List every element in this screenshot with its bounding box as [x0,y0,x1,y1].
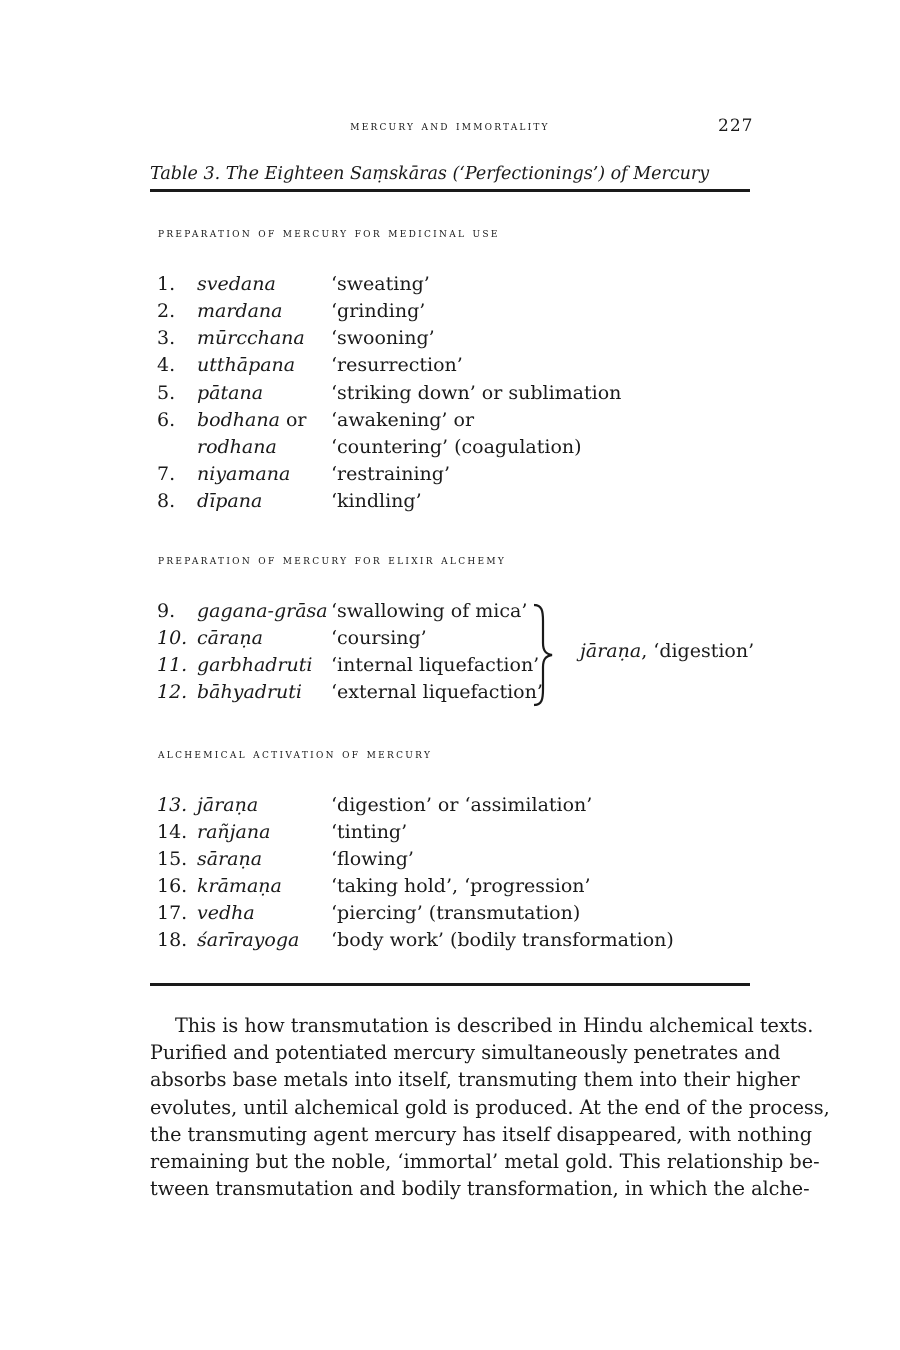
row-gloss: ‘countering’ (coagulation) [331,436,582,458]
row-number: 11. [157,654,188,676]
section-heading-medicinal: preparation of mercury for medicinal use [158,225,500,240]
table-row [150,848,750,875]
paragraph-line: the transmuting agent mercury has itself disappeared, with nothing [150,1122,813,1146]
body-paragraph [150,1012,830,1202]
row-gloss: ‘awakening’ or [331,409,475,431]
table-row [150,490,750,517]
row-term: pātana [197,382,264,404]
row-gloss: ‘resurrection’ [331,354,463,376]
table-row [150,929,750,956]
row-gloss: ‘flowing’ [331,848,414,870]
row-term [197,409,306,431]
section-heading-elixir: preparation of mercury for elixir alchemy [158,552,507,567]
table-row [150,902,750,929]
row-gloss: ‘taking hold’, ‘progression’ [331,875,591,897]
row-gloss: ‘tinting’ [331,821,408,843]
table-row [150,794,750,821]
row-number: 7. [157,463,176,485]
row-term: rodhana [197,436,277,458]
table-top-rule [150,189,750,192]
row-term: cāraṇa [197,627,263,649]
paragraph-line: remaining but the noble, ‘immortal’ metal gold. This relationship be- [150,1149,820,1173]
row-number: 10. [157,627,188,649]
row-number: 4. [157,354,176,376]
table-row [150,463,750,490]
paragraph-line: evolutes, until alchemical gold is produced. At the end of the process, [150,1095,830,1119]
row-gloss: ‘body work’ (bodily transformation) [331,929,674,951]
table-caption: Table 3. The Eighteen Saṃskāras (‘Perfectionings’) of Mercury [150,164,710,184]
row-number: 12. [157,681,188,703]
table-row [150,273,750,300]
row-term: śarīrayoga [197,929,300,951]
row-number: 6. [157,409,176,431]
running-head: mercury and immortality [350,119,550,134]
table-bottom-rule [150,983,750,986]
table-row [150,327,750,354]
row-gloss: ‘swooning’ [331,327,435,349]
row-number: 13. [157,794,188,816]
row-number: 1. [157,273,176,295]
row-number: 3. [157,327,176,349]
row-term: svedana [197,273,276,295]
paragraph-line: tween transmutation and bodily transformation, in which the alche- [150,1177,810,1201]
right-brace [528,603,562,707]
table-row [150,409,750,436]
row-term-text: bodhana [197,409,280,431]
row-term: mardana [197,300,283,322]
row-number: 5. [157,382,176,404]
row-gloss: ‘digestion’ or ‘assimilation’ [331,794,593,816]
paragraph-line: Purified and potentiated mercury simultaneously penetrates and [150,1041,781,1065]
brace-term: jāraṇa [580,640,642,662]
row-gloss: ‘external liquefaction’ [331,681,543,703]
table-row [150,600,750,627]
table-row [150,875,750,902]
row-term: utthāpana [197,354,296,376]
row-gloss: ‘restraining’ [331,463,450,485]
row-gloss: ‘coursing’ [331,627,427,649]
row-gloss: ‘kindling’ [331,490,422,512]
row-term: niyamana [197,463,291,485]
row-term: mūrcchana [197,327,305,349]
paragraph-line: absorbs base metals into itself, transmuting them into their higher [150,1068,800,1092]
row-term: krāmaṇa [197,875,282,897]
row-gloss: ‘sweating’ [331,273,430,295]
row-term: gagana-grāsa [197,600,328,622]
brace-label [580,640,754,662]
row-number: 16. [157,875,188,897]
table-row [150,821,750,848]
table-row [150,382,750,409]
row-gloss: ‘striking down’ or sublimation [331,382,622,404]
row-number: 18. [157,929,188,951]
row-term: jāraṇa [197,794,259,816]
table-row [150,436,750,463]
brace-gloss: , ‘digestion’ [641,640,755,662]
row-number: 8. [157,490,176,512]
row-number: 15. [157,848,188,870]
row-gloss: ‘swallowing of mica’ [331,600,528,622]
page-number: 227 [718,116,754,136]
row-term: bāhyadruti [197,681,302,703]
row-gloss: ‘piercing’ (transmutation) [331,902,581,924]
section-heading-activation: alchemical activation of mercury [158,746,433,761]
table-row [150,354,750,381]
row-term: dīpana [197,490,263,512]
table-row [150,681,750,708]
row-number: 2. [157,300,176,322]
row-number: 14. [157,821,188,843]
row-term: rañjana [197,821,271,843]
table-row [150,300,750,327]
row-gloss: ‘internal liquefaction’ [331,654,540,676]
row-term: garbhadruti [197,654,313,676]
row-term: sāraṇa [197,848,263,870]
row-number: 17. [157,902,188,924]
row-gloss: ‘grinding’ [331,300,426,322]
row-number: 9. [157,600,176,622]
row-term: vedha [197,902,255,924]
paragraph-line: This is how transmutation is described in Hindu alchemical texts. [175,1014,814,1037]
row-term-suffix: or [279,409,307,431]
